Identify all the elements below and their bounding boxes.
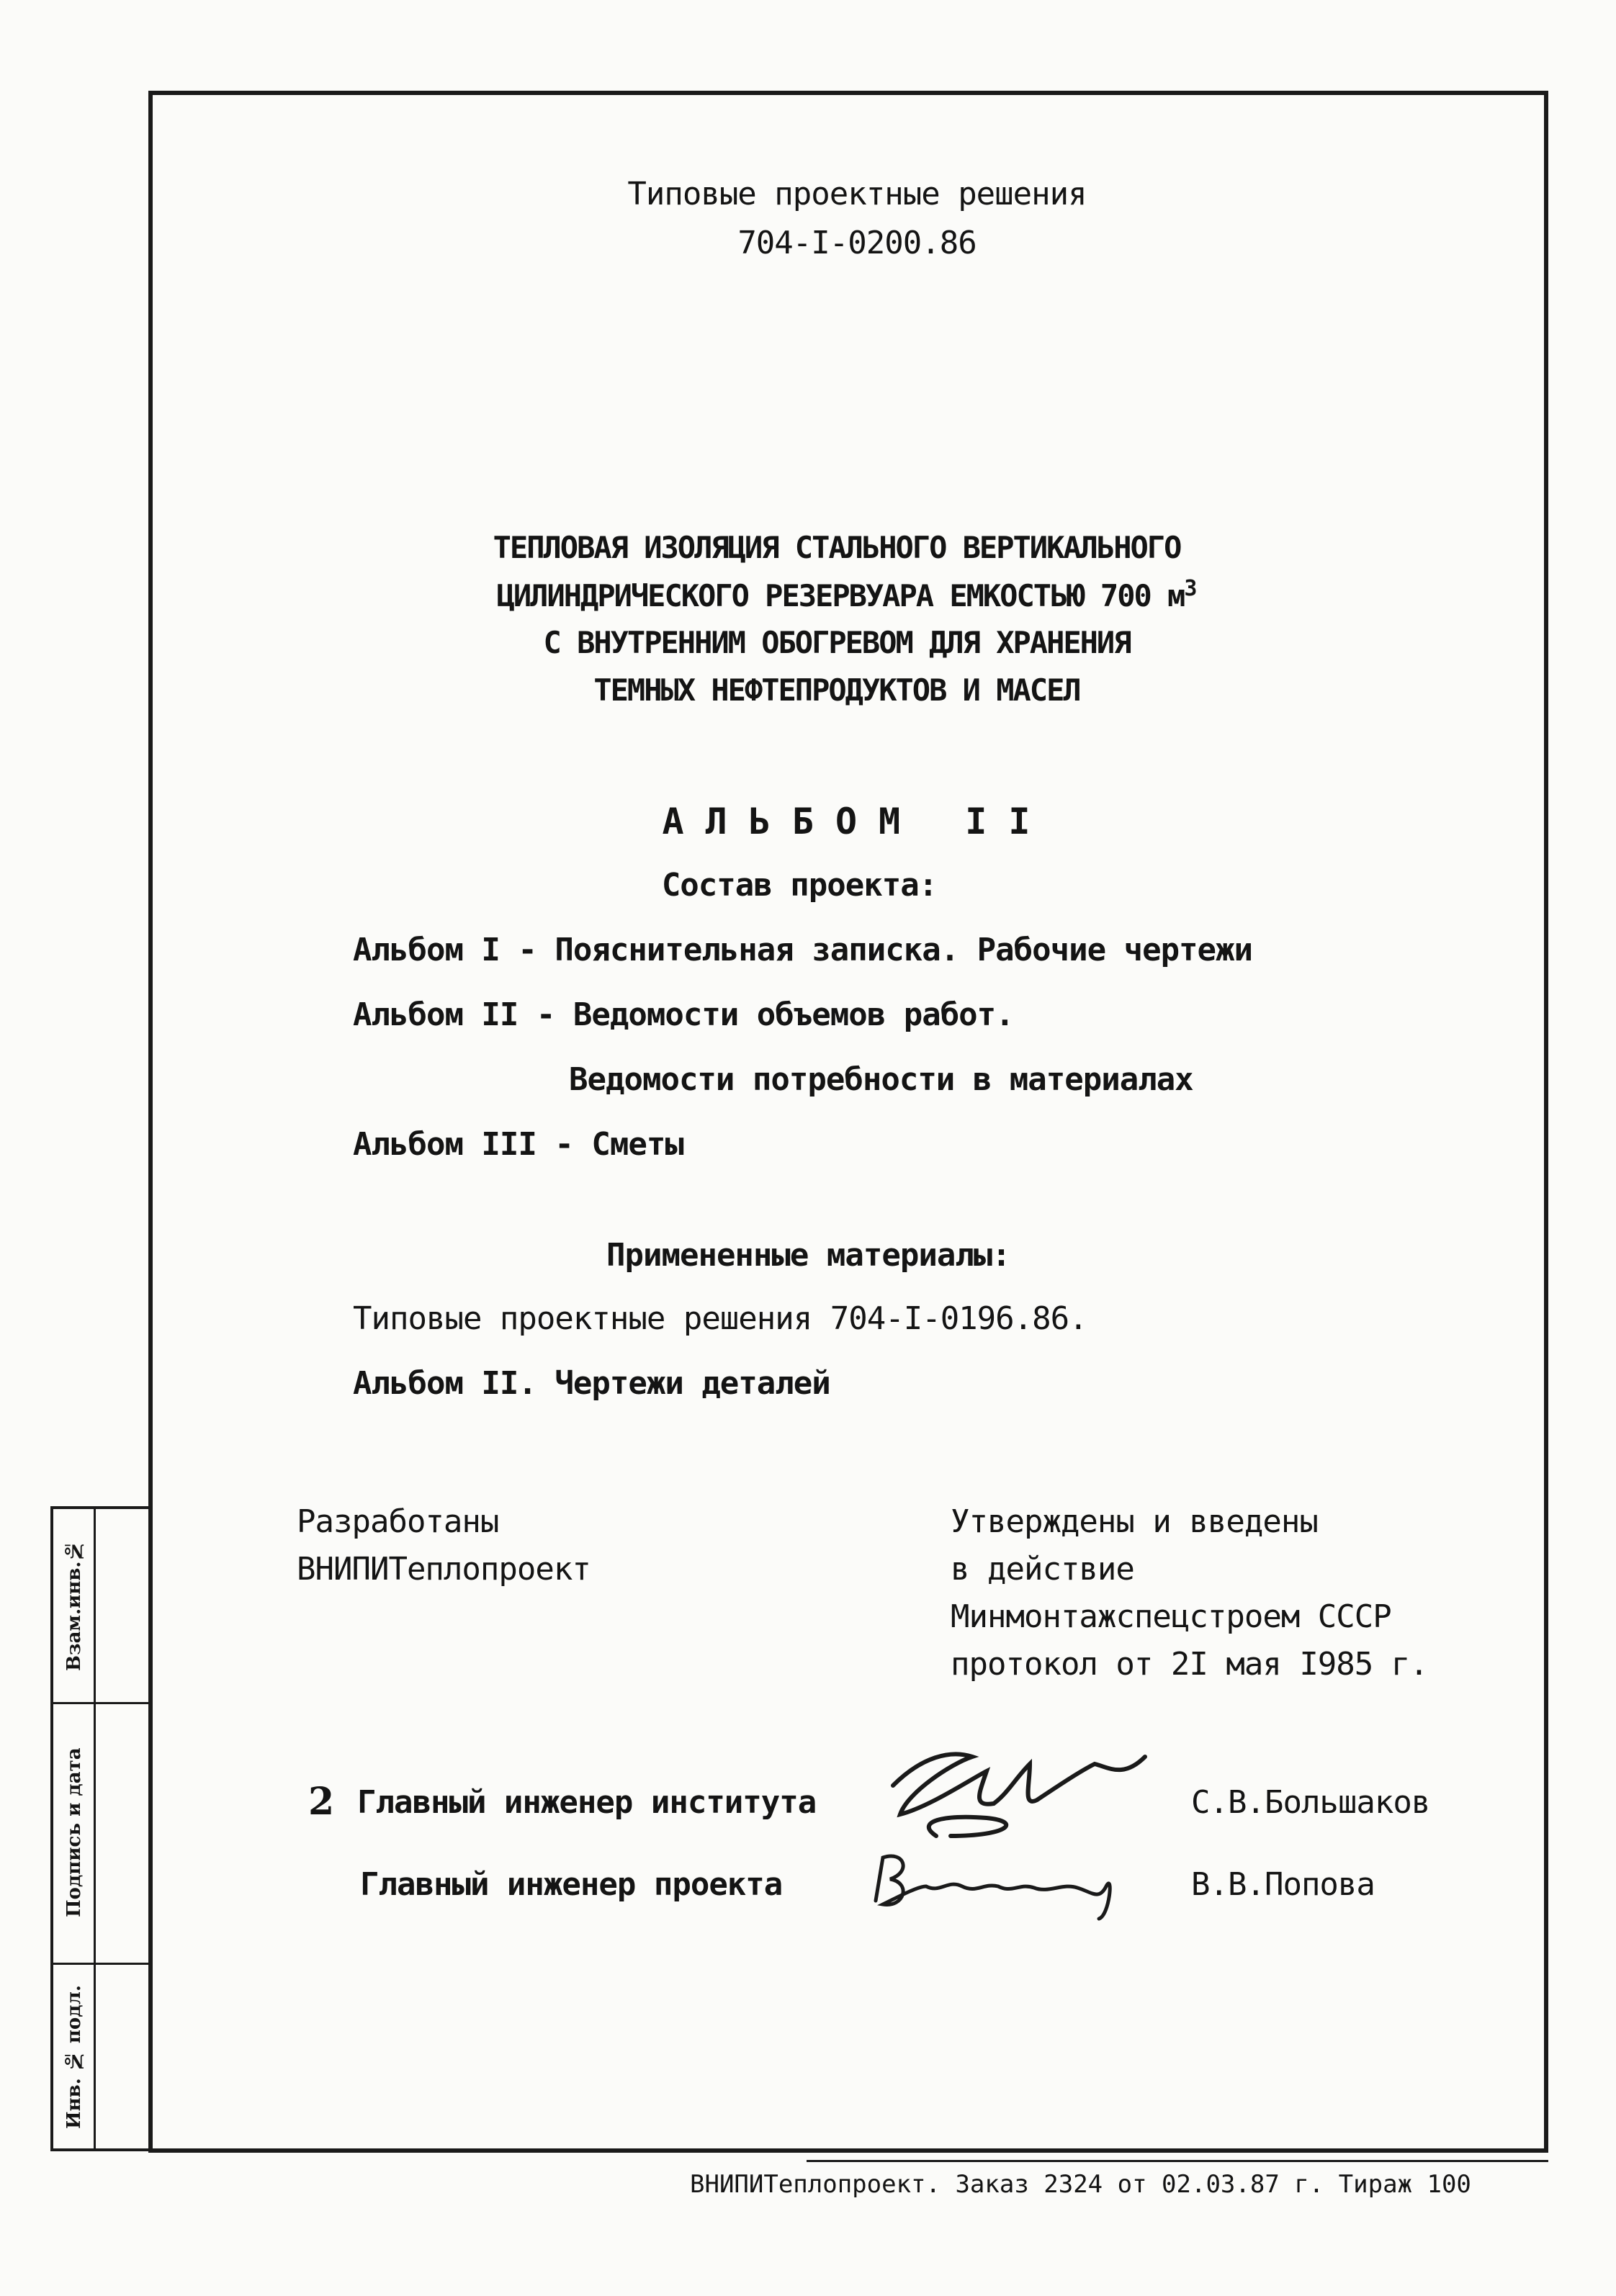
applied-line-1: Типовые проектные решения 704-I-0196.86.	[353, 1300, 1087, 1337]
approved-line-4: протокол от 2I мая I985 г.	[951, 1646, 1428, 1683]
stamp-cell-original-inv: Инв. № подл.	[63, 1985, 85, 2129]
signature-1	[864, 1735, 1167, 1850]
developed-org: ВНИПИТеплопроект	[297, 1551, 591, 1588]
signature-name-1: С.В.Большаков	[1191, 1784, 1430, 1821]
approved-line-1: Утверждены и введены	[951, 1503, 1318, 1540]
stamp-cell-signature-date: Подпись и дата	[63, 1747, 85, 1917]
composition-item: Альбом III - Сметы	[353, 1126, 683, 1163]
handwritten-number: 2	[308, 1780, 335, 1824]
stamp-divider	[94, 1509, 96, 2148]
album-heading: АЛЬБОМ II	[662, 801, 1052, 842]
footer-rule	[807, 2160, 1548, 2162]
approved-line-3: Минмонтажспецстроем СССР	[951, 1598, 1391, 1635]
composition-item: Альбом I - Пояснительная записка. Рабочие чертежи	[353, 932, 1253, 968]
title-line-3: С ВНУТРЕННИМ ОБОГРЕВОМ ДЛЯ ХРАНЕНИЯ	[543, 625, 1131, 660]
stamp-cell-replace-inv: Взам.инв.№	[63, 1539, 85, 1672]
print-footer: ВНИПИТеплопроект. Заказ 2324 от 02.03.87 г. Тираж 100	[690, 2170, 1471, 2199]
series-number: 704-I-0200.86	[737, 225, 977, 261]
title-line-1: ТЕПЛОВАЯ ИЗОЛЯЦИЯ СТАЛЬНОГО ВЕРТИКАЛЬНОГО	[493, 530, 1181, 565]
signature-role-1: Главный инженер института	[357, 1784, 817, 1821]
composition-item: Альбом II - Ведомости объемов работ.	[353, 996, 1014, 1033]
signature-role-2: Главный инженер проекта	[360, 1866, 783, 1903]
applied-line-2: Альбом II. Чертежи деталей	[353, 1365, 830, 1402]
signature-2	[861, 1843, 1149, 1922]
composition-heading: Состав проекта:	[661, 867, 938, 904]
applied-heading: Примененные материалы:	[606, 1237, 1010, 1274]
title-line-4: ТЕМНЫХ НЕФТЕПРОДУКТОВ И МАСЕЛ	[593, 672, 1080, 708]
signature-name-2: В.В.Попова	[1191, 1866, 1375, 1903]
developed-label: Разработаны	[297, 1503, 499, 1540]
side-stamp	[50, 1506, 148, 2151]
title-line-2: ЦИЛИНДРИЧЕСКОГО РЕЗЕРВУАРА ЕМКОСТЬЮ 700 $м^3$	[496, 576, 1196, 613]
approved-line-2: в действие	[951, 1551, 1134, 1588]
series-title: Типовые проектные решения	[627, 176, 1087, 212]
composition-item: Ведомости потребности в материалах	[569, 1061, 1193, 1098]
page-frame	[148, 91, 1548, 2153]
